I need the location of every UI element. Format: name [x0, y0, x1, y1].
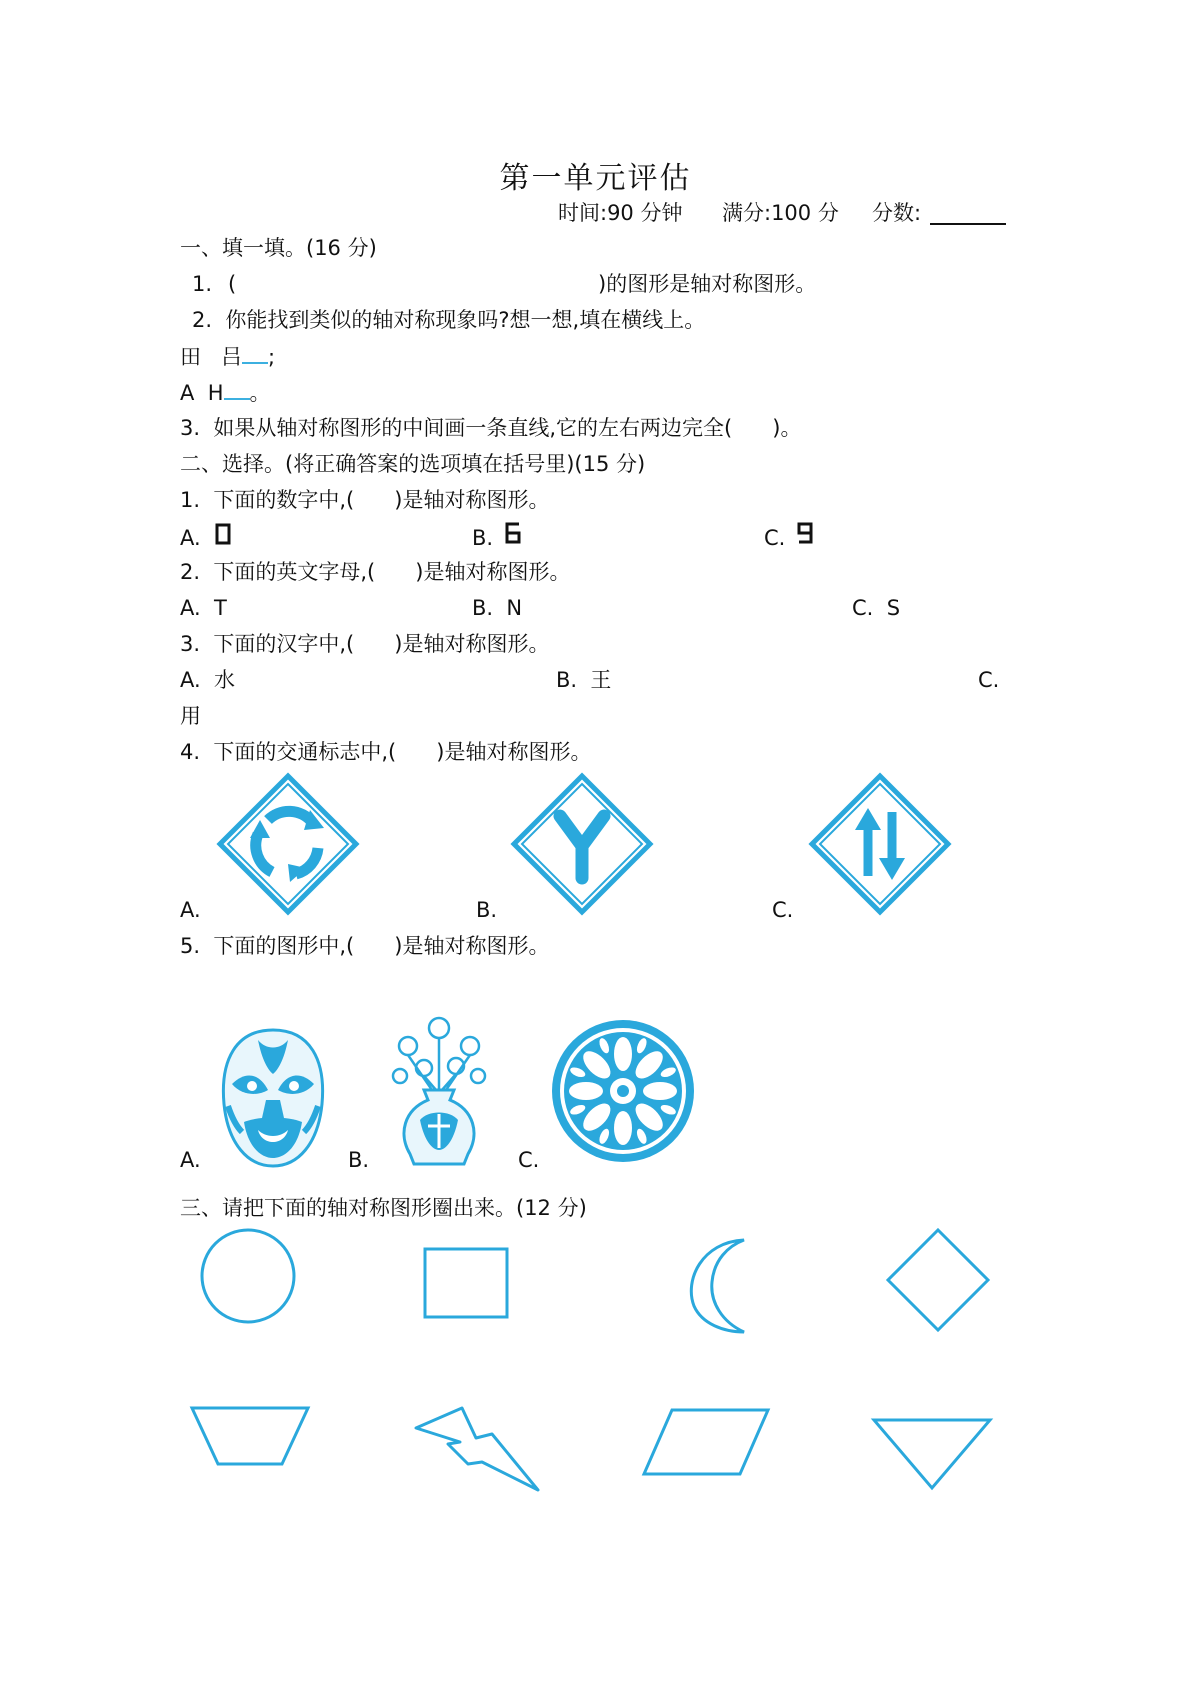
- section3-heading: 三、请把下面的轴对称图形圈出来。(12 分): [180, 1196, 587, 1220]
- section1-heading: 一、填一填。(16 分): [180, 236, 377, 260]
- s1-q1-open-paren: (: [228, 272, 237, 296]
- circle-icon[interactable]: [196, 1224, 300, 1328]
- two-way-traffic-sign-icon: [808, 772, 952, 916]
- digit-zero-icon: [215, 523, 231, 545]
- crescent-icon[interactable]: [682, 1236, 752, 1336]
- parallelogram-icon[interactable]: [640, 1406, 772, 1478]
- s2-q2-option-c: C. S: [852, 596, 901, 620]
- s2-q3-text: 3. 下面的汉字中,( )是轴对称图形。: [180, 632, 550, 656]
- digit-six-icon: [504, 522, 522, 544]
- s2-q4-option-a: A.: [180, 898, 201, 922]
- s2-q1-option-a: A.: [180, 526, 201, 550]
- square-icon[interactable]: [422, 1246, 510, 1322]
- vase-papercut-icon: [384, 1010, 494, 1170]
- s2-q1-option-b: B.: [472, 526, 494, 550]
- s2-q1-option-c: C.: [764, 526, 786, 550]
- s1-q2-line1-chars: 田 吕: [180, 345, 243, 369]
- s2-q4-text: 4. 下面的交通标志中,( )是轴对称图形。: [180, 740, 592, 764]
- s1-q2-line2-chars: A H: [180, 381, 224, 405]
- diamond-icon[interactable]: [884, 1226, 992, 1334]
- s1-q2-blank1[interactable]: [242, 346, 268, 364]
- s1-q3-text: 3. 如果从轴对称图形的中间画一条直线,它的左右两边完全( )。: [180, 416, 802, 440]
- s2-q2-text: 2. 下面的英文字母,( )是轴对称图形。: [180, 560, 571, 584]
- s1-q1-number: 1.: [192, 272, 213, 296]
- s2-q5-text: 5. 下面的图形中,( )是轴对称图形。: [180, 934, 550, 958]
- score-blank[interactable]: [930, 223, 1006, 225]
- s1-q2-line1-end: ;: [268, 345, 276, 369]
- s1-q2-line2-end: 。: [249, 381, 271, 405]
- s2-q3-option-a: A. 水: [180, 668, 236, 692]
- inverted-triangle-icon[interactable]: [870, 1416, 994, 1492]
- s2-q3-option-b: B. 王: [556, 668, 612, 692]
- trapezoid-icon[interactable]: [188, 1404, 312, 1468]
- s1-q1-text: )的图形是轴对称图形。: [598, 272, 817, 296]
- fork-road-sign-icon: [510, 772, 654, 916]
- s1-q2-line2: [180, 382, 271, 404]
- s2-q4-option-c: C.: [772, 898, 794, 922]
- s2-q4-option-b: B.: [476, 898, 498, 922]
- s2-q3-option-c-char: 用: [180, 704, 201, 728]
- s2-q5-option-a: A.: [180, 1148, 201, 1172]
- s2-q3-option-c: C.: [978, 668, 1000, 692]
- score-label: 分数:: [872, 201, 922, 225]
- section2-heading: 二、选择。(将正确答案的选项填在括号里)(15 分): [180, 452, 646, 476]
- s2-q5-option-c: C.: [518, 1148, 540, 1172]
- s2-q2-option-b: B. N: [472, 596, 523, 620]
- flower-medallion-icon: [548, 1016, 698, 1166]
- roundabout-sign-icon: [216, 772, 360, 916]
- time-label: 时间:90 分钟: [558, 201, 683, 225]
- s1-q2-line1: [180, 346, 275, 368]
- s2-q2-option-a: A. T: [180, 596, 227, 620]
- s1-q2-text: 2. 你能找到类似的轴对称现象吗?想一想,填在横线上。: [192, 308, 706, 332]
- page-title: 第一单元评估: [499, 161, 692, 196]
- opera-mask-icon: [218, 1026, 328, 1170]
- full-score-label: 满分:100 分: [722, 201, 839, 225]
- digit-nine-icon: [796, 522, 814, 544]
- s2-q1-text: 1. 下面的数字中,( )是轴对称图形。: [180, 488, 550, 512]
- lightning-icon[interactable]: [412, 1404, 544, 1494]
- s1-q2-blank2[interactable]: [224, 382, 250, 400]
- s2-q5-option-b: B.: [348, 1148, 370, 1172]
